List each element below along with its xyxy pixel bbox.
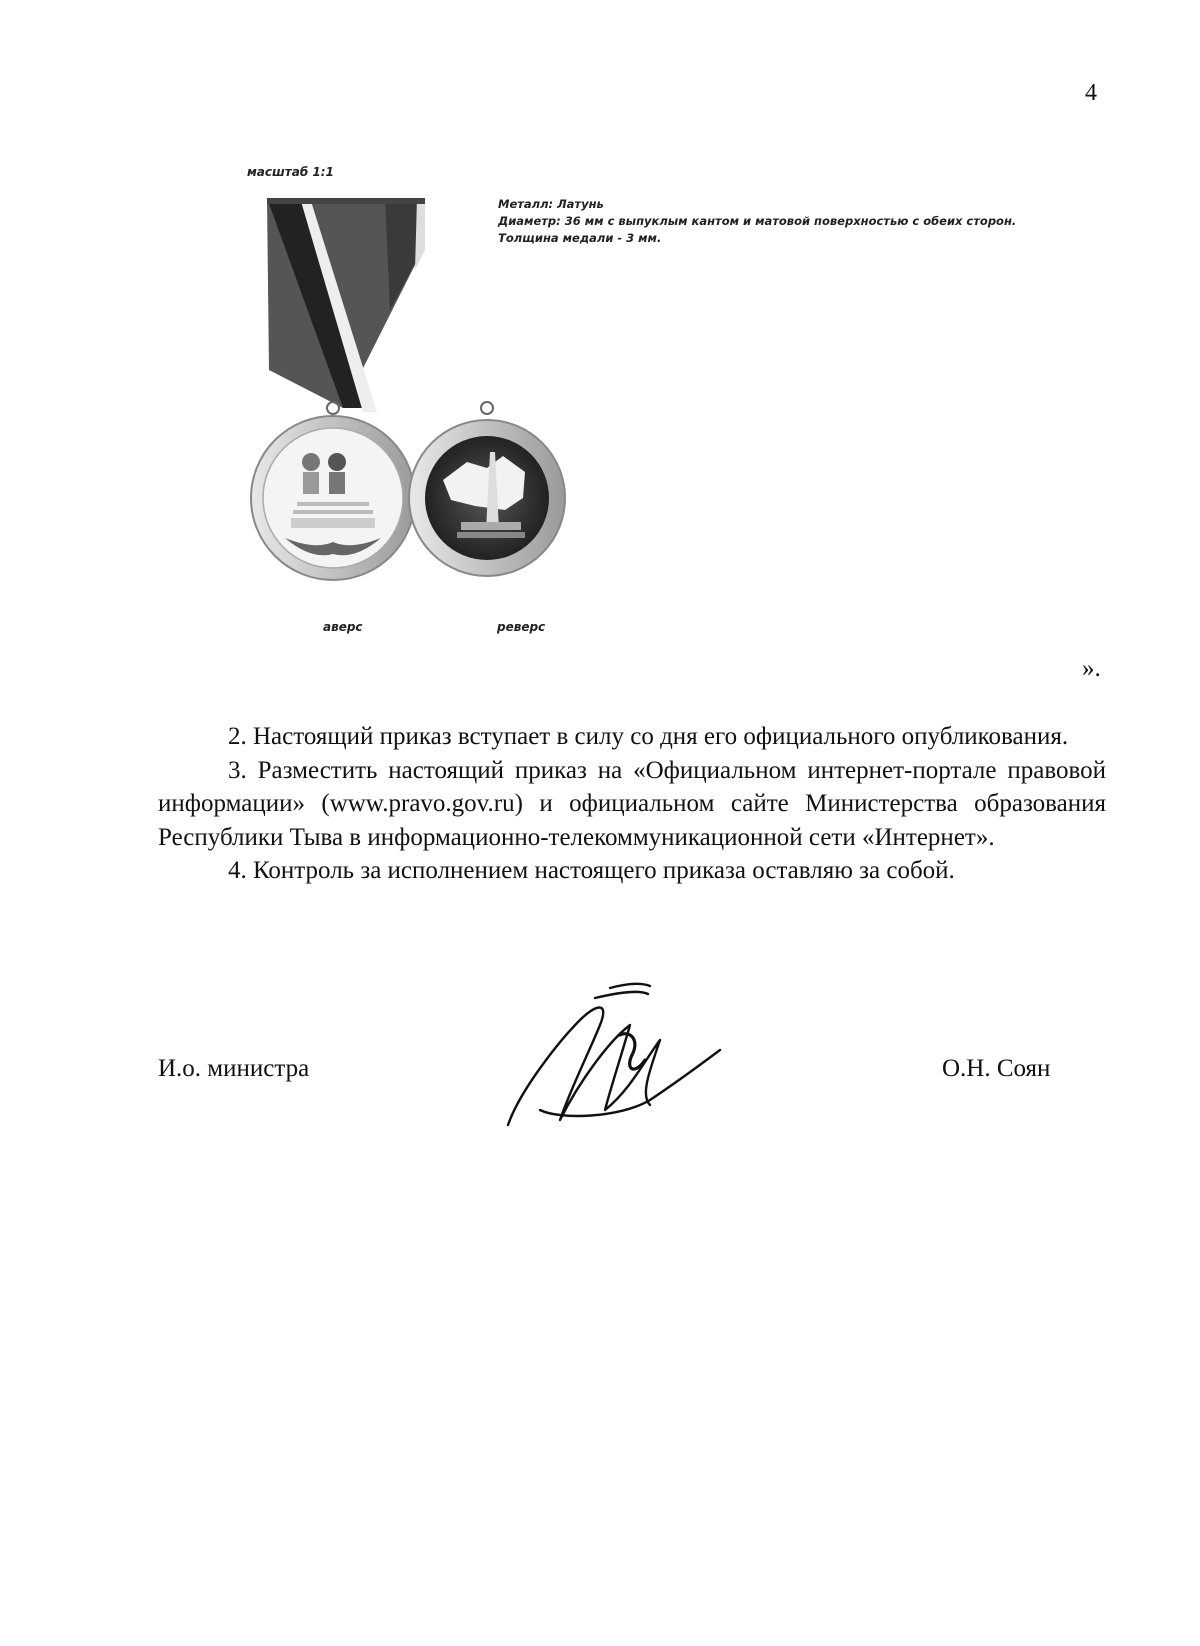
signatory-title: И.о. министра [158, 1055, 310, 1082]
spec-diameter: Диаметр: 36 мм с выпуклым кантом и матовой поверхностью с обеих сторон. [498, 214, 1017, 228]
signatory-name: О.Н. Соян [942, 1055, 1051, 1082]
reverse-medal [409, 402, 565, 576]
paragraph-3: 3. Разместить настоящий приказ на «Официальном интернет-портале правовой информации» (www.pravo.gov.ru) и официальном сайте Министерства образования Республики Тыва в информационно-телекоммуникационной сети «Интернет». [158, 756, 1106, 851]
paragraph-4: 4. Контроль за исполнением настоящего приказа оставляю за собой. [228, 857, 955, 884]
spec-thickness: Толщина медали - 3 мм. [498, 231, 662, 245]
obverse-medal [251, 402, 415, 580]
page-number: 4 [1085, 80, 1097, 106]
closing-quote: ». [1082, 655, 1101, 682]
scale-label: масштаб 1:1 [247, 165, 334, 179]
paragraph-2: 2. Настоящий приказ вступает в силу со дня его официального опубликования. [228, 723, 1069, 750]
ribbon [267, 198, 425, 412]
reverse-label: реверс [497, 620, 546, 634]
order-body [158, 720, 1106, 888]
medal-figure [225, 150, 1015, 650]
spec-metal: Металл: Латунь [498, 197, 604, 211]
handwritten-signature [500, 980, 730, 1130]
obverse-label: аверс [323, 620, 363, 634]
